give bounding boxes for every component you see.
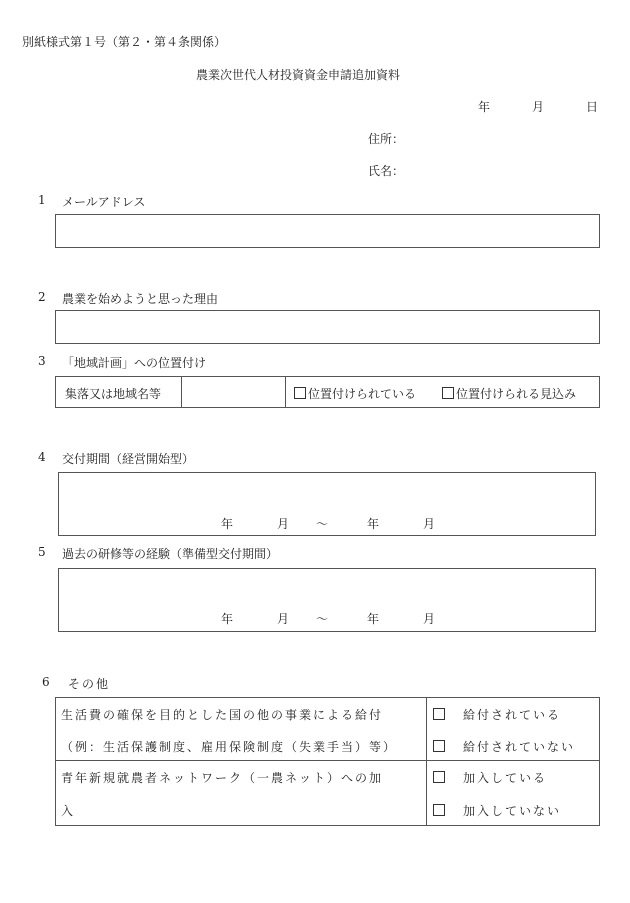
benefit-option-yes-label: 給付されている	[463, 708, 562, 722]
reason-field[interactable]	[55, 310, 600, 344]
training-end-year-label: 年	[367, 612, 380, 626]
benefit-option-no[interactable]	[433, 738, 575, 755]
section-3-number: 3	[38, 354, 46, 368]
placement-option-2-label: 位置付けられる見込み	[456, 387, 577, 401]
checkbox-icon	[433, 708, 445, 720]
date-day-label: 日	[586, 100, 599, 114]
benefit-option-yes[interactable]	[433, 706, 561, 723]
section-5-number: 5	[38, 545, 46, 559]
training-start-year-label: 年	[221, 612, 234, 626]
placement-options-cell	[285, 376, 600, 408]
name-label: 氏名：	[368, 164, 405, 178]
network-option-yes-label: 加入している	[463, 771, 548, 785]
section-6-title: その他	[68, 677, 111, 691]
grant-start-year-label: 年	[221, 517, 234, 531]
placement-option-2[interactable]	[442, 385, 576, 402]
training-start-month-label: 月	[277, 612, 290, 626]
checkbox-icon	[433, 740, 445, 752]
date-month-label: 月	[532, 100, 545, 114]
section-5-title: 過去の研修等の経験（準備型交付期間）	[62, 547, 279, 561]
training-end-month-label: 月	[423, 612, 436, 626]
section-1-title: メールアドレス	[62, 195, 146, 209]
section-1-number: 1	[38, 193, 46, 207]
section-2-title: 農業を始めようと思った理由	[62, 292, 219, 306]
section-6-number: 6	[42, 675, 50, 689]
network-question-line-2: 入	[61, 804, 76, 818]
address-label: 住所：	[368, 132, 405, 146]
network-options-cell	[426, 760, 600, 826]
area-value-field[interactable]	[181, 376, 286, 408]
form-reference: 別紙様式第１号（第２・第４条関係）	[22, 35, 227, 49]
network-option-yes[interactable]	[433, 769, 547, 786]
placement-option-1-label: 位置付けられている	[308, 387, 417, 401]
document-title: 農業次世代人材投資資金申請追加資料	[196, 68, 401, 82]
training-period-tilde: ～	[316, 612, 329, 626]
benefit-question-line-2: （例：生活保護制度、雇用保険制度（失業手当）等）	[61, 740, 398, 754]
checkbox-icon	[433, 804, 445, 816]
grant-start-month-label: 月	[277, 517, 290, 531]
benefit-question-line-1: 生活費の確保を目的とした国の他の事業による給付	[61, 708, 384, 722]
network-question-line-1: 青年新規就農者ネットワーク（一農ネット）への加	[61, 771, 384, 785]
benefit-option-no-label: 給付されていない	[463, 740, 576, 754]
section-4-number: 4	[38, 450, 46, 464]
benefit-question-cell	[55, 697, 427, 761]
section-4-title: 交付期間（経営開始型）	[62, 452, 195, 466]
placement-option-1[interactable]	[294, 385, 416, 402]
section-3-title: 「地域計画」への位置付け	[62, 356, 207, 370]
benefit-options-cell	[426, 697, 600, 761]
checkbox-icon	[442, 387, 454, 399]
area-label: 集落又は地域名等	[65, 387, 162, 401]
section-2-number: 2	[38, 290, 46, 304]
training-period-field[interactable]	[58, 568, 596, 632]
grant-period-field[interactable]	[58, 472, 596, 536]
checkbox-icon	[433, 771, 445, 783]
grant-end-month-label: 月	[423, 517, 436, 531]
network-option-no[interactable]	[433, 802, 561, 819]
grant-period-tilde: ～	[316, 517, 329, 531]
network-option-no-label: 加入していない	[463, 804, 562, 818]
area-label-cell	[55, 376, 182, 408]
date-year-label: 年	[478, 100, 491, 114]
checkbox-icon	[294, 387, 306, 399]
network-question-cell	[55, 760, 427, 826]
grant-end-year-label: 年	[367, 517, 380, 531]
email-field[interactable]	[55, 214, 600, 248]
